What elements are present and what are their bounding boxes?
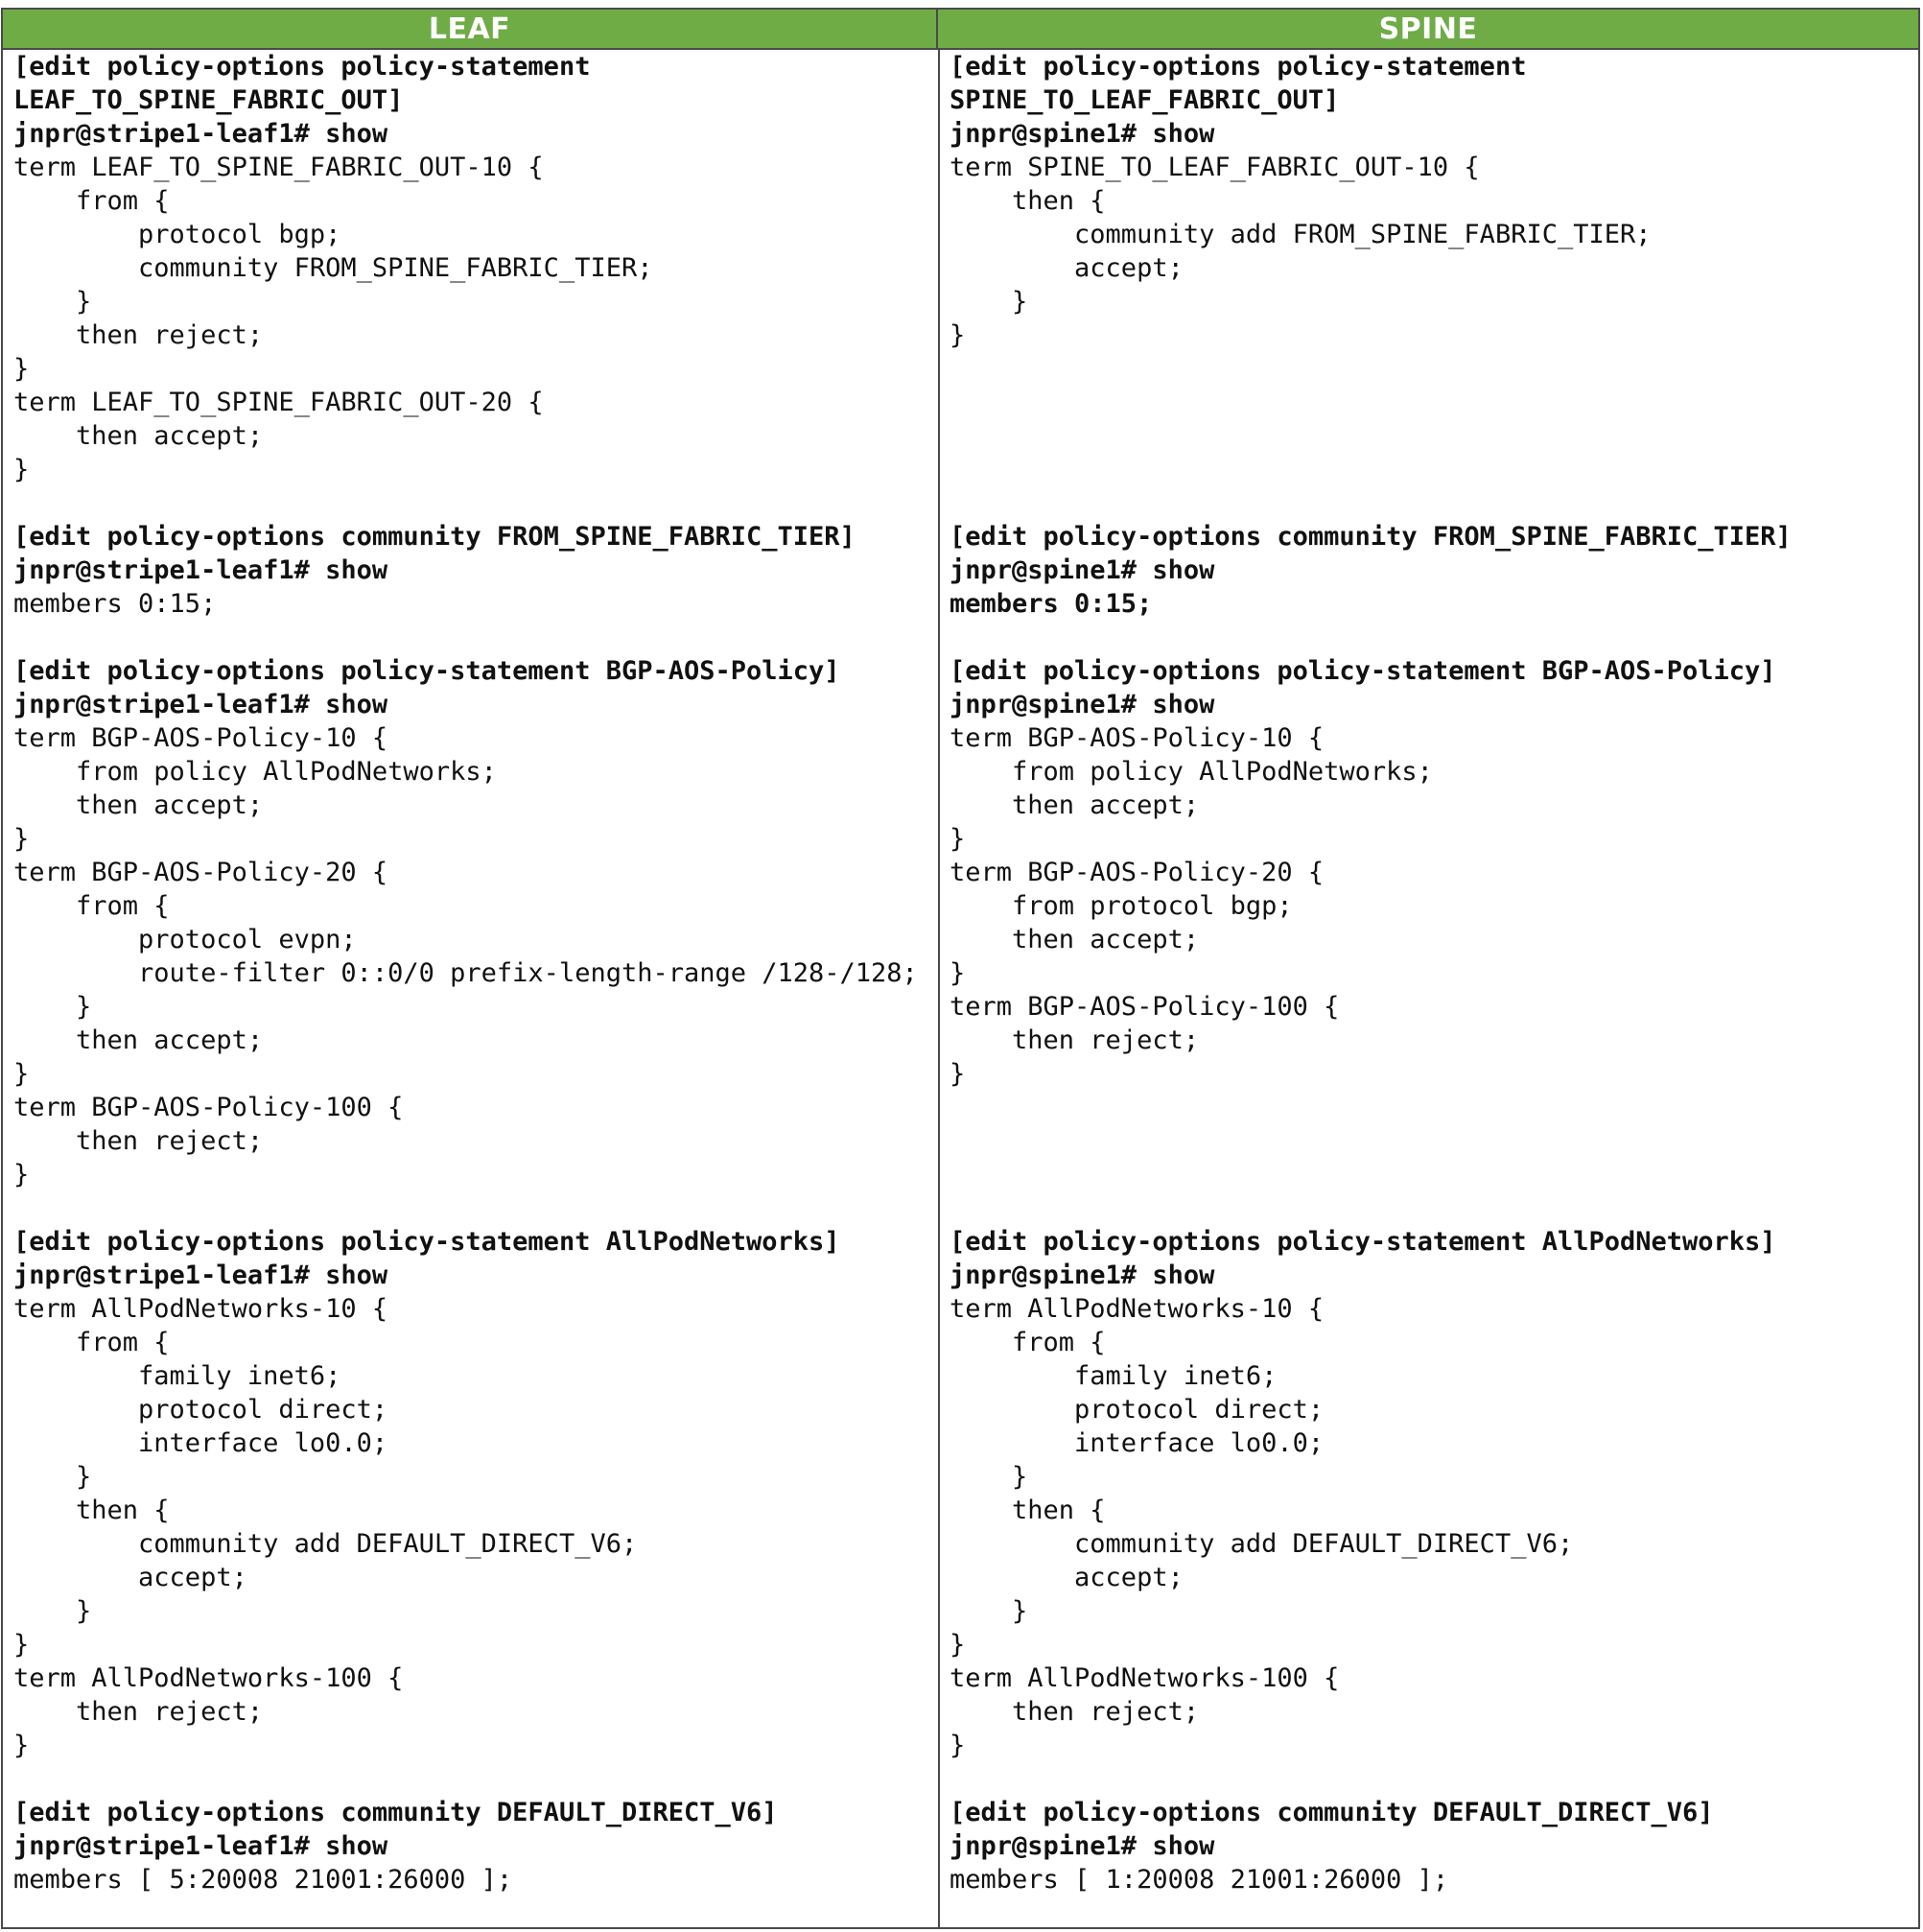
- leaf-code-line: accept;: [13, 1563, 247, 1592]
- leaf-code-line: [edit policy-options policy-statement: [13, 52, 591, 82]
- leaf-code-line: }: [13, 1059, 30, 1089]
- leaf-code-line: members [ 5:20008 21001:26000 ];: [13, 1865, 513, 1895]
- leaf-code-line: from policy AllPodNetworks;: [13, 757, 497, 787]
- spine-code-line: from {: [950, 1328, 1106, 1357]
- spine-code-line: then accept;: [950, 925, 1200, 954]
- spine-code-line: from protocol bgp;: [950, 891, 1293, 921]
- spine-code-line: [950, 1762, 1792, 1796]
- leaf-code-line: from {: [13, 891, 170, 921]
- spine-code-line: [950, 486, 1792, 520]
- leaf-code-line: then {: [13, 1496, 170, 1525]
- leaf-code-line: then reject;: [13, 1697, 264, 1727]
- leaf-code-line: }: [13, 455, 30, 484]
- spine-code-line: [950, 1091, 1792, 1124]
- spine-code-line: interface lo0.0;: [950, 1428, 1325, 1458]
- spine-code-line: [950, 453, 1792, 486]
- leaf-column-header: LEAF: [3, 10, 938, 48]
- leaf-code-line: [edit policy-options policy-statement AllPodNetworks]: [13, 1227, 840, 1257]
- config-comparison-table: [1, 8, 1920, 1929]
- leaf-code-line: route-filter 0::0/0 prefix-length-range /128-/128;: [13, 958, 918, 988]
- spine-code-line: jnpr@spine1# show: [950, 119, 1215, 149]
- spine-code-line: term BGP-AOS-Policy-20 {: [950, 858, 1325, 887]
- spine-code-line: [edit policy-options policy-statement BGP-AOS-Policy]: [950, 656, 1776, 686]
- spine-code-line: term BGP-AOS-Policy-10 {: [950, 723, 1325, 753]
- spine-code-line: [edit policy-options policy-statement AllPodNetworks]: [950, 1227, 1776, 1257]
- spine-code-line: [950, 1124, 1792, 1158]
- leaf-code-line: then accept;: [13, 790, 264, 820]
- leaf-code-line: protocol bgp;: [13, 220, 341, 249]
- spine-code-line: term BGP-AOS-Policy-100 {: [950, 992, 1340, 1022]
- leaf-code-line: [edit policy-options community DEFAULT_DIRECT_V6]: [13, 1798, 778, 1827]
- spine-code-line: term AllPodNetworks-10 {: [950, 1294, 1325, 1324]
- spine-code-line: then accept;: [950, 790, 1200, 820]
- spine-code-line: [950, 419, 1792, 453]
- leaf-code-line: }: [13, 1160, 30, 1190]
- leaf-code-line: community add DEFAULT_DIRECT_V6;: [13, 1529, 638, 1559]
- spine-code-line: family inet6;: [950, 1361, 1278, 1391]
- leaf-code-line: jnpr@stripe1-leaf1# show: [13, 690, 388, 719]
- spine-code-line: [950, 386, 1792, 419]
- leaf-code-line: then reject;: [13, 320, 264, 350]
- spine-code-line: then reject;: [950, 1697, 1200, 1727]
- leaf-code-line: interface lo0.0;: [13, 1428, 388, 1458]
- spine-code-line: }: [950, 320, 966, 350]
- spine-code-line: }: [950, 1630, 966, 1660]
- spine-code-line: [950, 1158, 1792, 1191]
- spine-code-line: members 0:15;: [950, 589, 1153, 619]
- spine-code-line: [edit policy-options community DEFAULT_DIRECT_V6]: [950, 1798, 1714, 1827]
- leaf-code-line: [13, 621, 918, 654]
- leaf-code-line: [13, 1191, 918, 1225]
- leaf-code-line: family inet6;: [13, 1361, 341, 1391]
- leaf-code-line: }: [13, 824, 30, 854]
- leaf-code-line: term BGP-AOS-Policy-20 {: [13, 858, 388, 887]
- leaf-code-line: }: [13, 1596, 92, 1626]
- leaf-code-line: term AllPodNetworks-10 {: [13, 1294, 388, 1324]
- leaf-code-line: term LEAF_TO_SPINE_FABRIC_OUT-20 {: [13, 388, 544, 417]
- leaf-code-line: jnpr@stripe1-leaf1# show: [13, 555, 388, 585]
- leaf-code-line: community FROM_SPINE_FABRIC_TIER;: [13, 253, 653, 283]
- spine-config-column: [950, 50, 1792, 1897]
- spine-code-line: [edit policy-options community FROM_SPINE_FABRIC_TIER]: [950, 522, 1792, 552]
- leaf-code-line: then accept;: [13, 1025, 264, 1055]
- spine-code-line: protocol direct;: [950, 1395, 1325, 1425]
- spine-code-line: community add DEFAULT_DIRECT_V6;: [950, 1529, 1574, 1559]
- spine-code-line: }: [950, 287, 1028, 317]
- spine-code-line: jnpr@spine1# show: [950, 555, 1215, 585]
- leaf-code-line: [edit policy-options policy-statement BGP-AOS-Policy]: [13, 656, 840, 686]
- leaf-code-line: then accept;: [13, 421, 264, 451]
- spine-code-line: jnpr@spine1# show: [950, 1831, 1215, 1861]
- leaf-code-line: term BGP-AOS-Policy-10 {: [13, 723, 388, 753]
- leaf-code-line: protocol direct;: [13, 1395, 388, 1425]
- leaf-code-line: jnpr@stripe1-leaf1# show: [13, 119, 388, 149]
- spine-code-line: jnpr@spine1# show: [950, 690, 1215, 719]
- leaf-code-line: jnpr@stripe1-leaf1# show: [13, 1831, 388, 1861]
- leaf-code-line: LEAF_TO_SPINE_FABRIC_OUT]: [13, 85, 404, 115]
- leaf-code-line: term BGP-AOS-Policy-100 {: [13, 1093, 404, 1122]
- column-divider: [938, 48, 940, 1927]
- spine-code-line: accept;: [950, 253, 1184, 283]
- spine-code-line: community add FROM_SPINE_FABRIC_TIER;: [950, 220, 1652, 249]
- leaf-code-line: from {: [13, 1328, 170, 1357]
- leaf-code-line: protocol evpn;: [13, 925, 357, 954]
- spine-code-line: }: [950, 1059, 966, 1089]
- spine-code-line: then reject;: [950, 1025, 1200, 1055]
- spine-column-header: SPINE: [1378, 12, 1478, 46]
- leaf-code-line: term AllPodNetworks-100 {: [13, 1663, 404, 1693]
- leaf-code-line: members 0:15;: [13, 589, 217, 619]
- spine-code-line: }: [950, 1731, 966, 1760]
- spine-code-line: SPINE_TO_LEAF_FABRIC_OUT]: [950, 85, 1340, 115]
- table-header-row: [3, 10, 1918, 50]
- spine-code-line: accept;: [950, 1563, 1184, 1592]
- spine-code-line: term AllPodNetworks-100 {: [950, 1663, 1340, 1693]
- spine-code-line: [950, 1191, 1792, 1225]
- leaf-code-line: term LEAF_TO_SPINE_FABRIC_OUT-10 {: [13, 153, 544, 182]
- leaf-code-line: }: [13, 287, 92, 317]
- leaf-code-line: jnpr@stripe1-leaf1# show: [13, 1261, 388, 1290]
- spine-code-line: from policy AllPodNetworks;: [950, 757, 1433, 787]
- leaf-code-line: [edit policy-options community FROM_SPINE_FABRIC_TIER]: [13, 522, 856, 552]
- spine-code-line: }: [950, 1462, 1028, 1492]
- spine-code-line: [950, 621, 1792, 654]
- leaf-code-line: from {: [13, 186, 170, 216]
- spine-code-line: term SPINE_TO_LEAF_FABRIC_OUT-10 {: [950, 153, 1480, 182]
- spine-code-line: members [ 1:20008 21001:26000 ];: [950, 1865, 1449, 1895]
- leaf-config-column: [13, 50, 918, 1897]
- leaf-code-line: }: [13, 1731, 30, 1760]
- spine-code-line: [edit policy-options policy-statement: [950, 52, 1527, 82]
- spine-code-line: then {: [950, 1496, 1106, 1525]
- spine-code-line: [950, 352, 1792, 386]
- leaf-code-line: }: [13, 992, 92, 1022]
- spine-code-line: then {: [950, 186, 1106, 216]
- leaf-code-line: [13, 486, 918, 520]
- leaf-code-line: }: [13, 1462, 92, 1492]
- leaf-code-line: }: [13, 1630, 30, 1660]
- leaf-code-line: [13, 1762, 918, 1796]
- leaf-code-line: }: [13, 354, 30, 384]
- spine-code-line: }: [950, 824, 966, 854]
- leaf-code-line: then reject;: [13, 1126, 264, 1156]
- spine-code-line: jnpr@spine1# show: [950, 1261, 1215, 1290]
- spine-code-line: }: [950, 958, 966, 988]
- spine-code-line: }: [950, 1596, 1028, 1626]
